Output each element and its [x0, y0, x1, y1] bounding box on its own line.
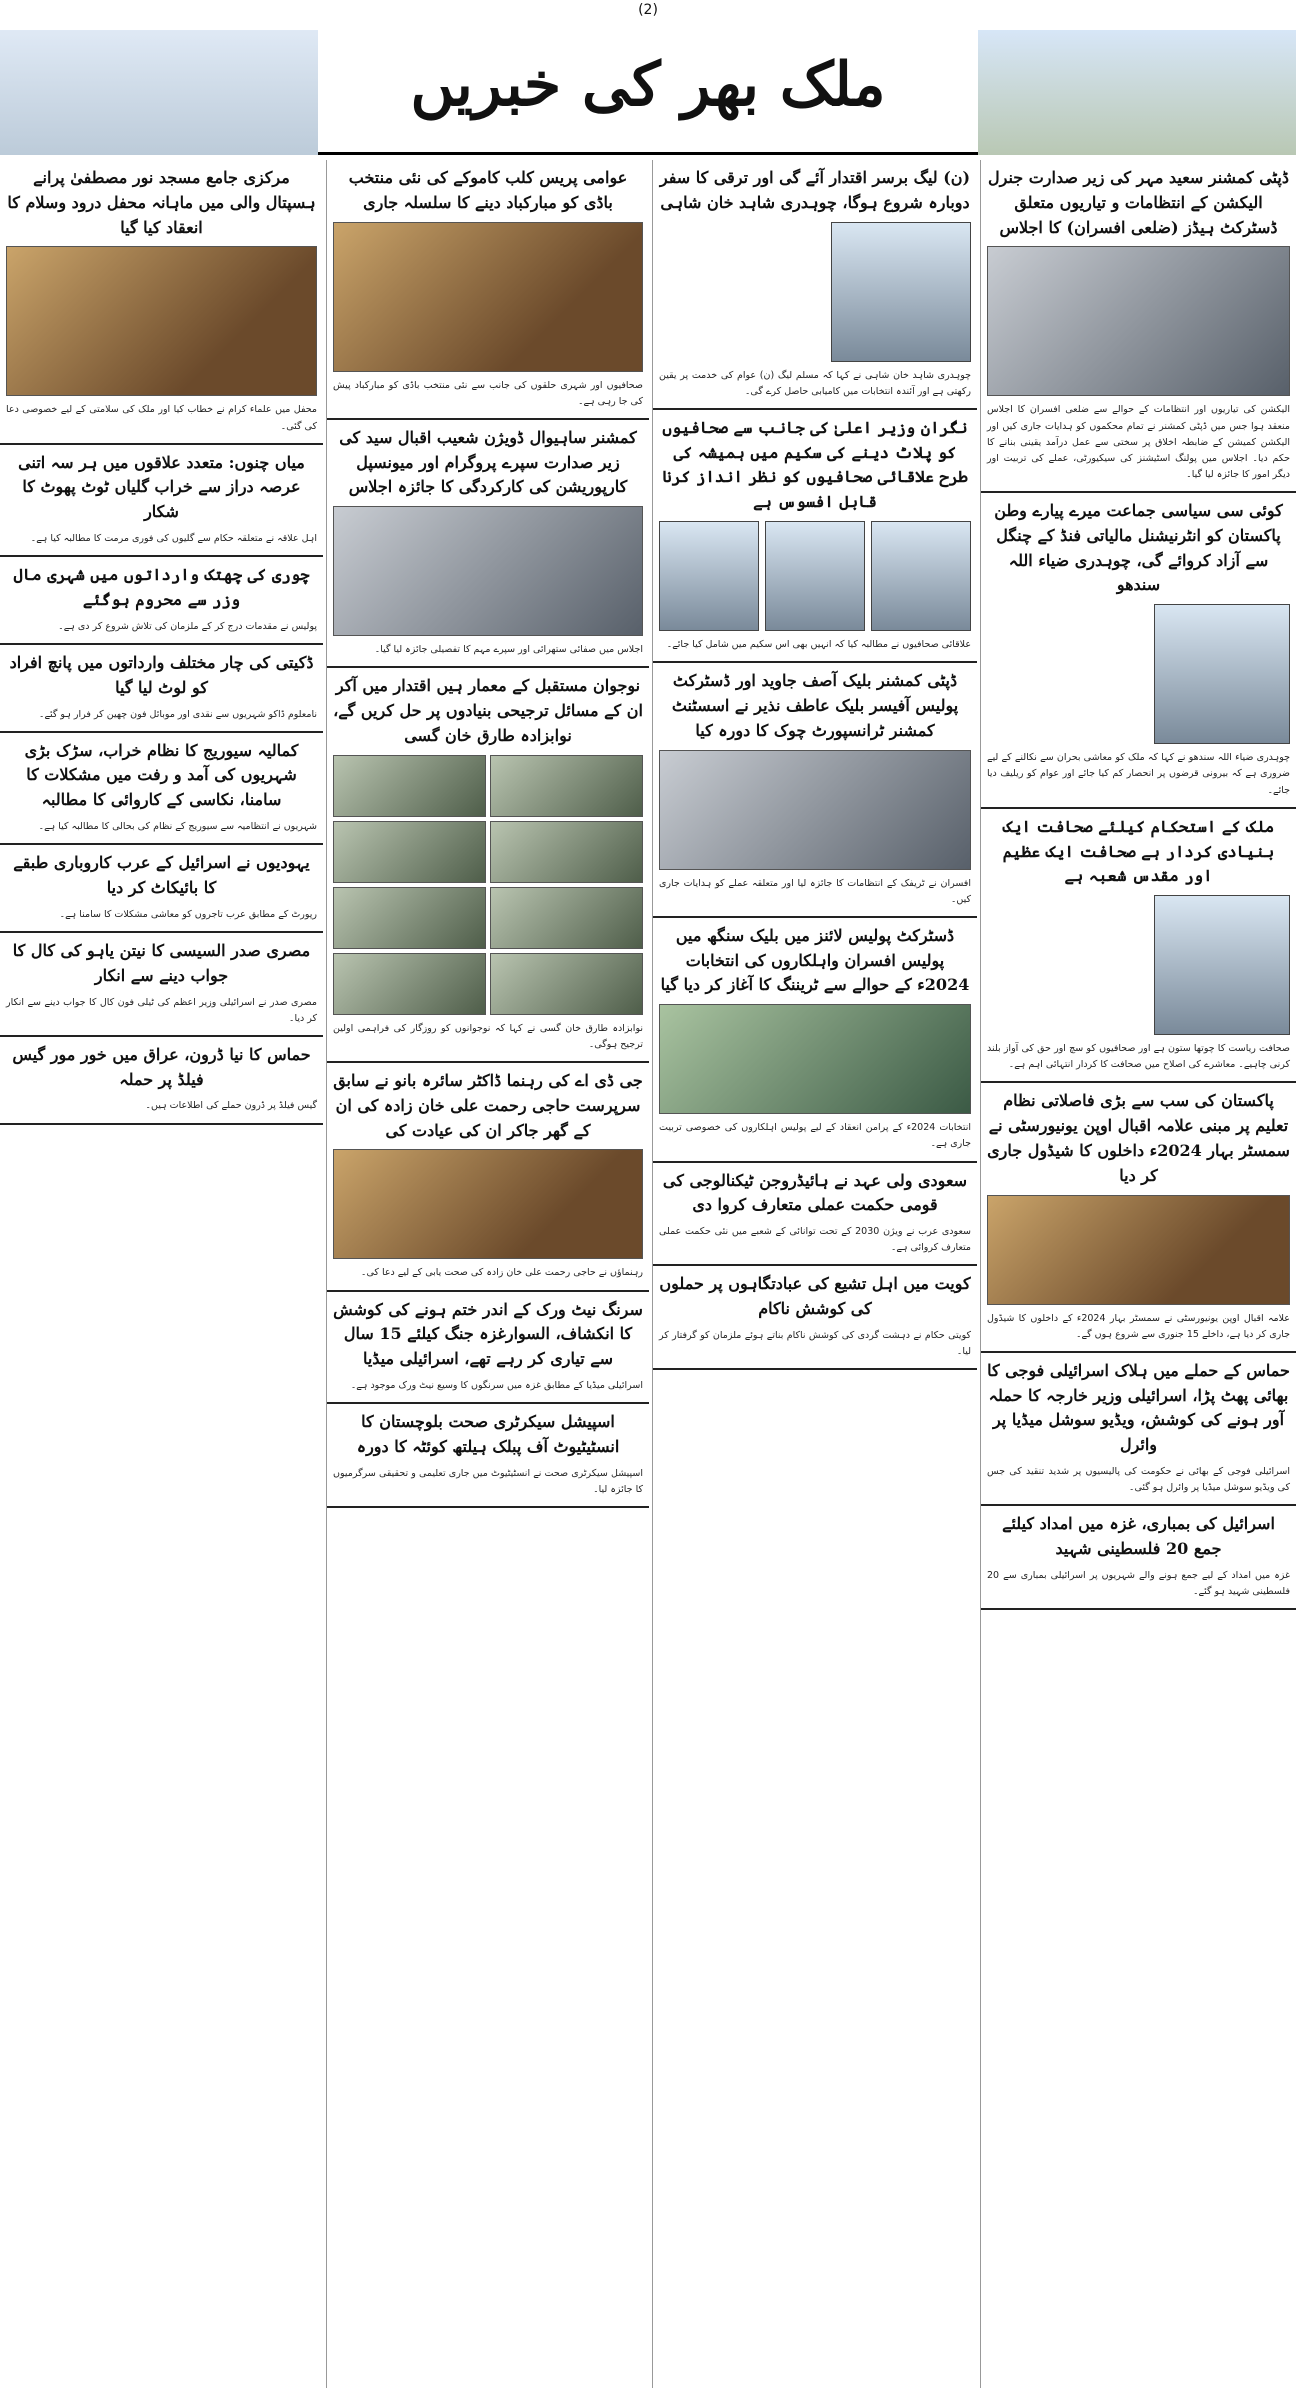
- column-3: [326, 160, 649, 2388]
- article-body: اجلاس میں صفائی ستھرائی اور سپرے مہم کا تفصیلی جائزہ لیا گیا۔: [374, 644, 643, 656]
- article-photo: [659, 1004, 971, 1114]
- grid-photo: [333, 953, 486, 1015]
- article-body: اہل علاقہ نے متعلقہ حکام سے گلیوں کی فوری مرمت کا مطالبہ کیا ہے۔: [30, 533, 317, 545]
- article-photo: [987, 246, 1290, 396]
- article-headline: ڈپٹی کمشنر بلیک آصف جاوید اور ڈسٹرکٹ پولیس آفیسر بلیک عاطف نذیر نے اسسٹنٹ کمشنر ٹرانسپورٹ چوک کا دورہ کیا: [671, 671, 959, 740]
- article-headline: چوری کی چھتک وارداتوں میں شہری مال وزر سے محروم ہوگئے: [13, 565, 310, 609]
- news-article: [653, 663, 977, 918]
- news-article: [0, 160, 323, 445]
- news-article: [981, 809, 1296, 1084]
- article-body: نوابزادہ طارق خان گسی نے کہا کہ نوجوانوں کو روزگار کی فراہمی اولین ترجیح ہوگی۔: [333, 1022, 643, 1050]
- article-body: شہریوں نے انتظامیہ سے سیوریج کے نظام کی بحالی کا مطالبہ کیا ہے۔: [38, 821, 317, 833]
- article-portrait: [1154, 895, 1290, 1035]
- article-body: صحافت ریاست کا چوتھا ستون ہے اور صحافیوں کو سچ اور حق کی آواز بلند کرنی چاہیے۔ معاشرے کی اصلاح میں صحافت کا کردار انتہائی اہم ہے۔: [987, 1043, 1290, 1071]
- article-body: علامہ اقبال اوپن یونیورسٹی نے سمسٹر بہار 2024ء کے داخلوں کا شیڈول جاری کر دیا ہے، داخلے 15 جنوری سے شروع ہوں گے۔: [987, 1312, 1290, 1340]
- article-headline: ملک کے استحکام کیلئے صحافت ایک بنیادی کردار ہے صحافت ایک عظیم اور مقدس شعبہ ہے: [1002, 816, 1275, 886]
- article-photo: [987, 1195, 1290, 1305]
- grid-photo: [333, 887, 486, 949]
- article-headline: پاکستان کی سب سے بڑی فاصلاتی نظام تعلیم پر مبنی علامہ اقبال اوپن یونیورسٹی نے سمسٹر بہار 2024ء داخلوں کا شیڈول جاری کر دیا: [987, 1091, 1290, 1185]
- article-headline: نگران وزیر اعلیٰ کی جانب سے صحافیوں کو پلاٹ دینے کی سکیم میں ہمیشہ کی طرح علاقائی صحافیوں کو نظر انداز کرنا قابل افسوس ہے: [662, 417, 968, 512]
- news-article: [327, 160, 649, 420]
- article-body: غزہ میں امداد کے لیے جمع ہونے والے شہریوں پر اسرائیلی بمباری سے 20 فلسطینی شہید ہو گئے۔: [987, 1569, 1290, 1598]
- article-photo: [659, 750, 971, 870]
- article-photo: [6, 246, 317, 396]
- page-number: (2): [638, 2, 658, 18]
- article-portrait: [831, 222, 971, 362]
- article-body: پولیس نے مقدمات درج کر کے ملزمان کی تلاش شروع کر دی ہے۔: [58, 620, 317, 632]
- news-article: [653, 410, 977, 663]
- news-article: [0, 845, 323, 933]
- grid-photo: [333, 755, 486, 817]
- grid-photo: [490, 887, 643, 949]
- article-headline: ڈسٹرکٹ پولیس لائنز میں بلیک سنگھ میں پولیس افسران واہلکاروں کی انتخابات 2024ء کے حوالے سے ٹریننگ کا آغاز کر دیا گیا: [660, 925, 970, 995]
- article-headline: جی ڈی اے کی رہنما ڈاکٹر سائرہ بانو نے سابق سرپرست حاجی رحمت علی خان زادہ کی ان کے گھر جاکر ان کی عیادت کی: [333, 1071, 643, 1140]
- portrait-strip: [659, 521, 971, 631]
- article-photo: [333, 506, 643, 636]
- column-4: [0, 160, 323, 2388]
- masthead-banner-left: [0, 30, 318, 155]
- grid-photo: [333, 821, 486, 883]
- masthead-banner-right: [978, 30, 1296, 155]
- article-body: کویتی حکام نے دہشت گردی کی کوشش ناکام بناتے ہوئے ملزمان کو گرفتار کر لیا۔: [659, 1330, 971, 1358]
- news-article: [327, 420, 649, 669]
- grid-photo: [490, 821, 643, 883]
- article-body: محفل میں علماء کرام نے خطاب کیا اور ملک کی سلامتی کے لیے خصوصی دعا کی گئی۔: [6, 404, 317, 432]
- article-body: سعودی عرب نے ویژن 2030 کے تحت توانائی کے شعبے میں نئی حکمت عملی متعارف کروائی ہے۔: [659, 1226, 971, 1254]
- article-portrait: [1154, 604, 1290, 744]
- news-article: [981, 160, 1296, 493]
- news-article: [981, 493, 1296, 809]
- article-body: گیس فیلڈ پر ڈرون حملے کی اطلاعات ہیں۔: [145, 1100, 317, 1112]
- news-article: [653, 1266, 977, 1370]
- article-headline: اسرائیل کی بمباری، غزہ میں امداد کیلئے جمع 20 فلسطینی شہید: [1002, 1514, 1275, 1559]
- article-headline: حماس کے حملے میں ہلاک اسرائیلی فوجی کا بھائی پھٹ پڑا، اسرائیلی وزیر خارجہ کا حملہ آور ہونے کی کوشش، ویڈیو سوشل میڈیا پر وائرل: [987, 1360, 1290, 1455]
- article-headline: سعودی ولی عہد نے ہائیڈروجن ٹیکنالوجی کی قومی حکمت عملی متعارف کروا دی: [662, 1170, 968, 1215]
- article-body: چوہدری ضیاء اللہ سندھو نے کہا کہ ملک کو معاشی بحران سے نکالنے کے لیے ضروری ہے کہ بیرونی قرضوں پر انحصار کم کیا جائے اور عوام کو ریلیف دیا جائے۔: [987, 752, 1290, 796]
- news-article: [327, 1063, 649, 1292]
- news-article: [327, 668, 649, 1063]
- article-headline: کمالیہ سیوریج کا نظام خراب، سڑک بڑی شہریوں کی آمد و رفت میں مشکلات کا سامنا، نکاسی کے کاروائی کا مطالبہ: [24, 740, 299, 810]
- news-article: [653, 1163, 977, 1267]
- news-article: [0, 933, 323, 1037]
- article-headline: ڈکیتی کی چار مختلف وارداتوں میں پانچ افراد کو لوٹ لیا گیا: [9, 652, 314, 697]
- article-body: رپورٹ کے مطابق عرب تاجروں کو معاشی مشکلات کا سامنا ہے۔: [59, 908, 317, 920]
- article-portrait: [765, 521, 865, 631]
- grid-photo: [490, 953, 643, 1015]
- news-article: [653, 160, 977, 410]
- article-headline: مرکزی جامع مسجد نور مصطفیٰ پرانے ہسپتال والی میں ماہانہ محفل درود وسلام کا انعقاد کیا گیا: [7, 168, 316, 237]
- article-headline: (ن) لیگ برسر اقتدار آئے گی اور ترقی کا سفر دوبارہ شروع ہوگا، چوہدری شاہد خان شاہی: [659, 168, 971, 212]
- column-1: [980, 160, 1296, 2388]
- news-article: [653, 918, 977, 1163]
- article-photo: [333, 1149, 643, 1259]
- article-headline: نوجوان مستقبل کے معمار ہیں اقتدار میں آکر ان کے مسائل ترجیحی بنیادوں پر حل کریں گے، نوابزادہ طارق خان گسی: [333, 676, 643, 745]
- article-headline: اسپیشل سیکرٹری صحت بلوچستان کا انسٹیٹیوٹ آف پبلک ہیلتھ کوئٹہ کا دورہ: [356, 1412, 620, 1456]
- news-article: [0, 733, 323, 846]
- article-body: نامعلوم ڈاکو شہریوں سے نقدی اور موبائل فون چھین کر فرار ہو گئے۔: [38, 708, 317, 720]
- article-body: افسران نے ٹریفک کے انتظامات کا جائزہ لیا اور متعلقہ عملے کو ہدایات جاری کیں۔: [659, 877, 971, 905]
- news-article: [0, 445, 323, 558]
- article-headline: سرنگ نیٹ ورک کے اندر ختم ہونے کی کوشش کا انکشاف، السوارغزہ جنگ کیلئے 15 سال سے تیاری کر رہے تھے، اسرائیلی میڈیا: [333, 1299, 643, 1369]
- news-article: [0, 1037, 323, 1125]
- news-article: [981, 1353, 1296, 1506]
- article-portrait: [871, 521, 971, 631]
- article-body: رہنماؤں نے حاجی رحمت علی خان زادہ کی صحت یابی کے لیے دعا کی۔: [360, 1267, 643, 1279]
- news-article: [981, 1083, 1296, 1352]
- article-portrait: [659, 521, 759, 631]
- article-headline: حماس کا نیا ڈرون، عراق میں خور مور گیس فیلڈ پر حملہ: [12, 1044, 311, 1089]
- photo-grid: [333, 755, 643, 1015]
- news-article: [0, 645, 323, 733]
- article-body: اسپیشل سیکرٹری صحت نے انسٹیٹیوٹ میں جاری تعلیمی و تحقیقی سرگرمیوں کا جائزہ لیا۔: [333, 1467, 643, 1495]
- article-body: اسرائیلی میڈیا کے مطابق غزہ میں سرنگوں کا وسیع نیٹ ورک موجود ہے۔: [350, 1380, 643, 1391]
- news-article: [981, 1506, 1296, 1610]
- article-headline: عوامی پریس کلب کاموکے کی نئی منتخب باڈی کو مبارکباد دینے کا سلسلہ جاری: [348, 168, 628, 212]
- article-body: چوہدری شاہد خان شاہی نے کہا کہ مسلم لیگ (ن) عوام کی خدمت پر یقین رکھتی ہے اور آئندہ انتخابات میں کامیابی حاصل کرے گی۔: [659, 369, 971, 397]
- article-headline: کوئی سی سیاسی جماعت میرے پیارے وطن پاکستان کو انٹرنیشنل مالیاتی فنڈ کے چنگل سے آزاد کروائے گی، چوہدری ضیاء اللہ سندھو: [994, 501, 1283, 595]
- news-article: [327, 1292, 649, 1405]
- masthead-title: ملک بھر کی خبریں: [410, 50, 886, 120]
- article-body: صحافیوں اور شہری حلقوں کی جانب سے نئی منتخب باڈی کو مبارکباد پیش کی جا رہی ہے۔: [333, 379, 643, 407]
- news-article: [0, 557, 323, 645]
- news-article: [327, 1404, 649, 1508]
- article-headline: کویت میں اہل تشیع کی عبادتگاہوں پر حملوں کی کوشش ناکام: [659, 1274, 971, 1319]
- article-photo: [333, 222, 643, 372]
- article-body: مصری صدر نے اسرائیلی وزیر اعظم کی ٹیلی فون کال کا جواب دینے سے انکار کر دیا۔: [6, 996, 317, 1024]
- grid-photo: [490, 755, 643, 817]
- article-headline: مصری صدر السیسی کا نیتن یاہو کی کال کا جواب دینے سے انکار: [12, 940, 311, 985]
- column-2: [652, 160, 977, 2388]
- article-headline: یہودیوں نے اسرائیل کے عرب کاروباری طبقے کا بائیکاٹ کر دیا: [13, 853, 310, 897]
- masthead: [0, 30, 1296, 155]
- article-headline: میاں چنوں: متعدد علاقوں میں ہر سہ اتنی عرصہ دراز سے خراب گلیاں ٹوٹ پھوٹ کا شکار: [18, 452, 305, 522]
- article-body: انتخابات 2024ء کے پرامن انعقاد کے لیے پولیس اہلکاروں کی خصوصی تربیت جاری ہے۔: [659, 1122, 971, 1150]
- article-headline: ڈپٹی کمشنر سعید مہر کی زیر صدارت جنرل الیکشن کے انتظامات و تیاریوں متعلق ڈسٹرکٹ ہیڈز (ضلعی افسران) کا اجلاس: [987, 168, 1289, 237]
- article-body: الیکشن کی تیاریوں اور انتظامات کے حوالے سے ضلعی افسران کا اجلاس منعقد ہوا جس میں ڈپٹی کمشنر نے تمام محکموں کو ہدایات جاری کیں اور الیکشن کمیشن کے ضابطہ اخلاق پر سختی سے عمل درآمد یقینی بنانے کا حکم دیا۔ اجلاس میں پولنگ اسٹیشنز کی سیکیورٹی، عملے کی تربیت اور دیگر امور کا جائزہ لیا گیا۔: [987, 404, 1290, 480]
- article-headline: کمشنر ساہیوال ڈویژن شعیب اقبال سید کی زیر صدارت سپرے پروگرام اور میونسپل کارپوریشن کی کارکردگی کا جائزہ اجلاس: [339, 427, 637, 497]
- article-body: اسرائیلی فوجی کے بھائی نے حکومت کی پالیسیوں پر شدید تنقید کی جس کی ویڈیو سوشل میڈیا پر وائرل ہو گئی۔: [987, 1466, 1290, 1494]
- article-body: علاقائی صحافیوں نے مطالبہ کیا کہ انہیں بھی اس سکیم میں شامل کیا جائے۔: [666, 639, 971, 651]
